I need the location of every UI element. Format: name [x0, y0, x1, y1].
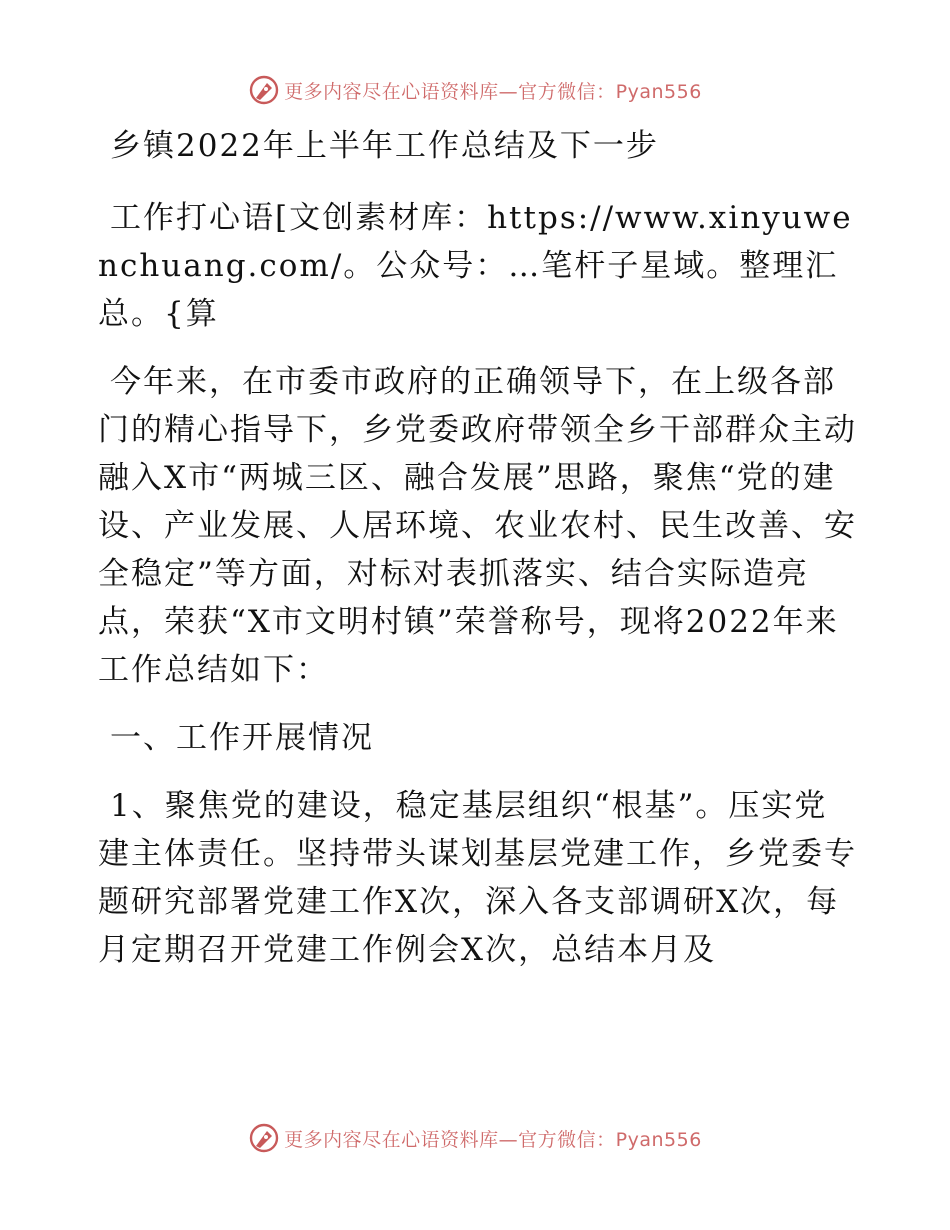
- watermark-text: 更多内容尽在心语资料库—官方微信：Pyan556: [284, 1128, 702, 1151]
- pen-nib-circle-icon: [248, 1122, 280, 1154]
- intro-paragraph: 工作打心语[文创素材库：https://www.xinyuwenchuang.com/。公众号：…笔杆子星域。整理汇总。{算: [98, 200, 853, 332]
- pen-nib-circle-icon: [248, 74, 280, 106]
- document-title: 乡镇2022年上半年工作总结及下一步: [110, 128, 659, 164]
- watermark-text: 更多内容尽在心语资料库—官方微信：Pyan556: [284, 80, 702, 103]
- watermark-banner-bottom: [0, 1118, 950, 1158]
- document-body: [98, 122, 858, 994]
- section-heading-1: 一、工作开展情况: [110, 720, 374, 756]
- body-paragraph-1: 今年来，在市委市政府的正确领导下，在上级各部门的精心指导下，乡党委政府带领全乡干部群众主动融入X市“两城三区、融合发展”思路，聚焦“党的建设、产业发展、人居环境、农业农村、民生改善、安全稳定”等方面，对标对表抓落实、结合实际造亮点，荣获“X市文明村镇”荣誉称号，现将2022年来工作总结如下：: [98, 364, 857, 688]
- body-paragraph-2: 1、聚焦党的建设，稳定基层组织“根基”。压实党建主体责任。坚持带头谋划基层党建工作，乡党委专题研究部署党建工作X次，深入各支部调研X次，每月定期召开党建工作例会X次，总结本月及: [98, 788, 857, 968]
- watermark-banner-top: [0, 70, 950, 110]
